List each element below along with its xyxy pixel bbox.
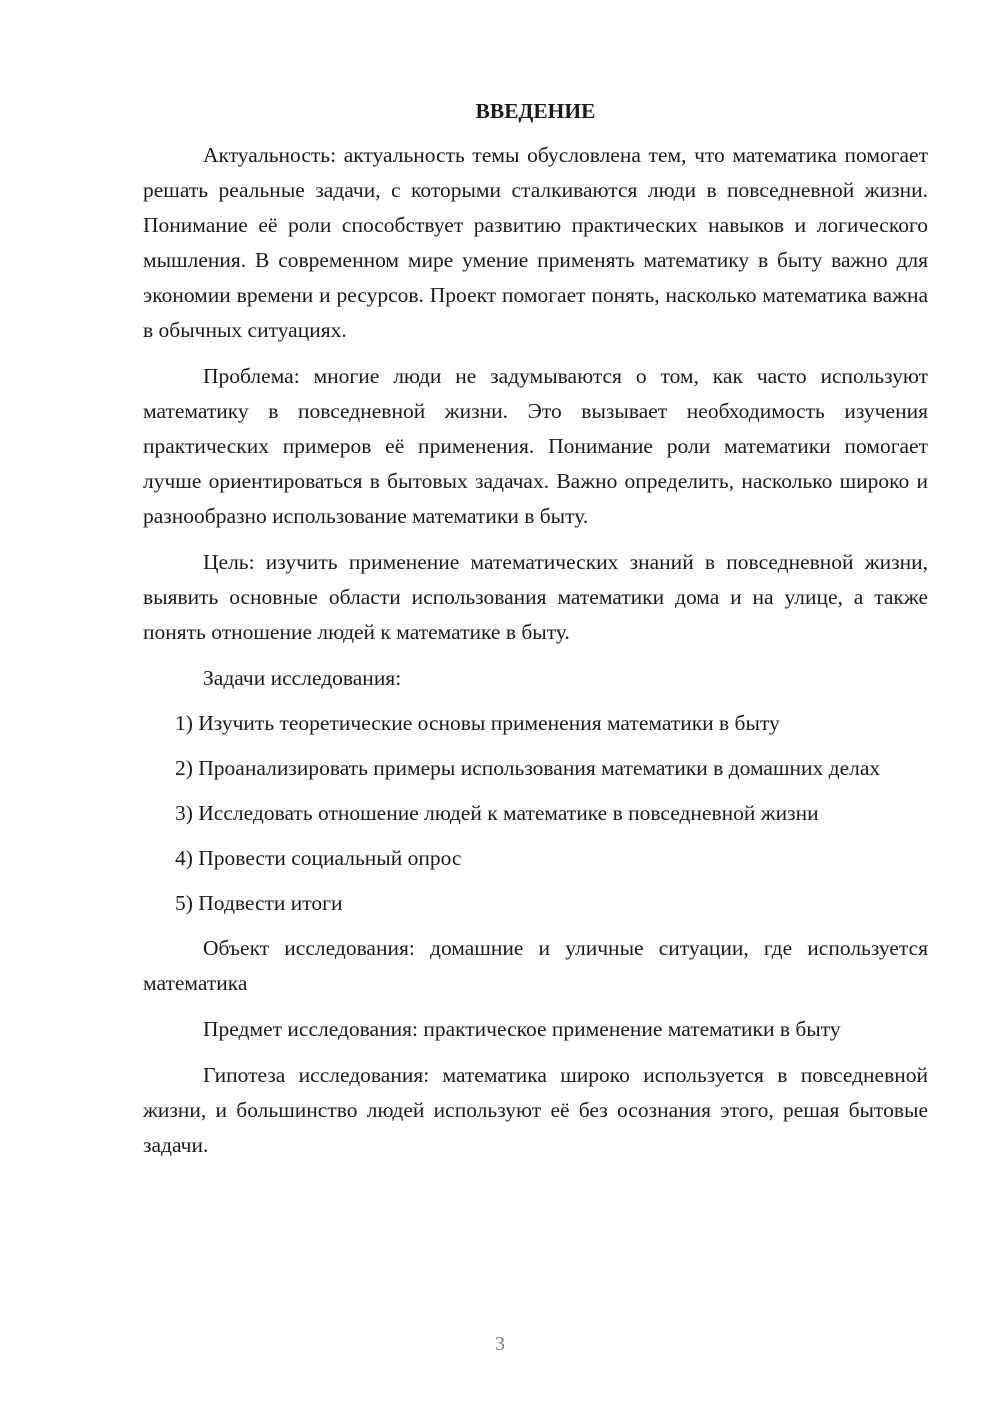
- task-item: 4) Провести социальный опрос: [175, 846, 462, 870]
- hypothesis-paragraph: Гипотеза исследования: математика широко используется в повседневной жизни, и большинство людей используют её без осознания этого, решая бытовые задачи.: [143, 1063, 928, 1157]
- task-item: 3) Исследовать отношение людей к математике в повседневной жизни: [175, 801, 819, 825]
- task-item: 2) Проанализировать примеры использования математики в домашних делах: [175, 756, 881, 780]
- subject-paragraph: Предмет исследования: практическое применение математики в быту: [203, 1017, 841, 1041]
- tasks-heading: Задачи исследования:: [203, 666, 402, 690]
- task-item: 1) Изучить теоретические основы применения математики в быту: [175, 711, 780, 735]
- page-number: 3: [495, 1333, 505, 1355]
- section-title: ВВЕДЕНИЕ: [475, 99, 596, 123]
- object-paragraph: Объект исследования: домашние и уличные ситуации, где используется математика: [143, 936, 928, 995]
- task-item: 5) Подвести итоги: [175, 891, 343, 915]
- page-content: [143, 96, 928, 1174]
- problem-paragraph: Проблема: многие люди не задумываются о том, как часто используют математику в повседневной жизни. Это вызывает необходимость изучения практических примеров её применения. Понимание роли математики помогает лучше ориентироваться в бытовых задачах. Важно определить, насколько широко и разнообразно использование математики в быту.: [143, 364, 928, 528]
- relevance-paragraph: Актуальность: актуальность темы обусловлена тем, что математика помогает решать реальные задачи, с которыми сталкиваются люди в повседневной жизни. Понимание её роли способствует развитию практических навыков и логического мышления. В современном мире умение применять математику в быту важно для экономии времени и ресурсов. Проект помогает понять, насколько математика важна в обычных ситуациях.: [143, 143, 928, 342]
- goal-paragraph: Цель: изучить применение математических знаний в повседневной жизни, выявить основные области использования математики дома и на улице, а также понять отношение людей к математике в быту.: [143, 550, 928, 644]
